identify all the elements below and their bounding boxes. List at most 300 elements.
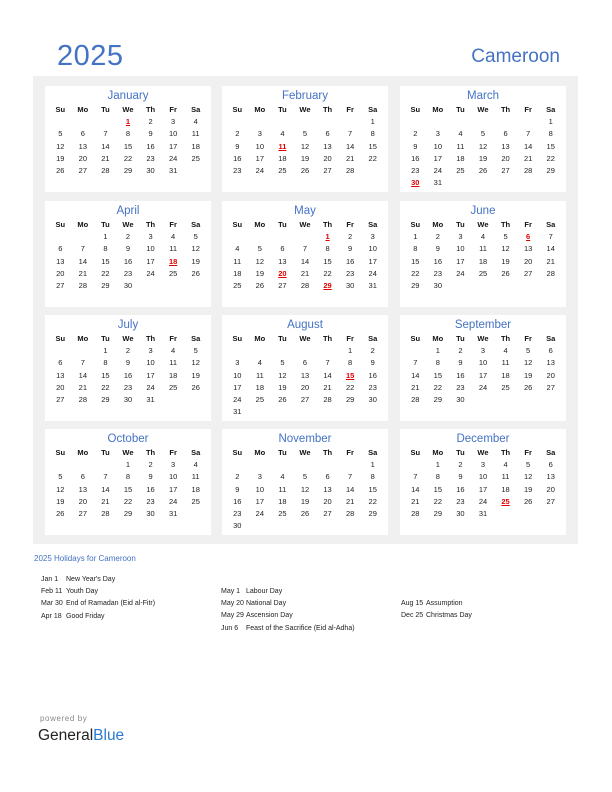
day-cell: 10 (168, 472, 178, 482)
day-cell: 22 (368, 496, 377, 506)
empty-cell (494, 116, 517, 128)
day-cell: 17 (478, 370, 488, 380)
weekday-header: Th (500, 334, 511, 343)
day-grid (400, 446, 566, 520)
day-cell: 16 (411, 153, 420, 163)
holiday-row (221, 598, 355, 610)
day-cell: 15 (368, 484, 377, 494)
day-cell: 23 (456, 382, 465, 392)
day-cell: 8 (435, 472, 440, 482)
weekday-header: Su (410, 105, 421, 114)
weekday-header: Tu (101, 105, 110, 114)
month-june (400, 201, 566, 307)
day-cell: 29 (345, 395, 355, 405)
holiday-row (41, 598, 155, 610)
weekday-header: Mo (432, 220, 444, 229)
day-cell: 10 (255, 141, 265, 151)
empty-cell (249, 459, 272, 471)
day-cell: 20 (501, 153, 510, 163)
day-cell: 9 (348, 244, 353, 254)
day-cell: 7 (325, 358, 330, 368)
holiday-row (221, 623, 355, 635)
country-title: Cameroon (471, 46, 560, 67)
day-cell: 21 (345, 496, 355, 506)
month-february (222, 86, 388, 192)
day-cell: 15 (411, 256, 420, 266)
day-cell: 11 (479, 244, 487, 254)
holiday-day-cell: 18 (168, 256, 178, 266)
weekday-header: Th (145, 448, 156, 457)
day-cell: 31 (233, 407, 242, 417)
weekday-header: We (122, 105, 134, 114)
day-cell: 30 (146, 509, 155, 519)
day-cell: 23 (233, 166, 242, 176)
day-cell: 19 (478, 153, 488, 163)
empty-cell (94, 459, 117, 471)
empty-cell (316, 345, 339, 357)
weekday-header: We (299, 448, 311, 457)
day-cell: 30 (233, 521, 242, 531)
day-cell: 2 (458, 460, 463, 469)
day-cell: 19 (523, 370, 533, 380)
holiday-row (41, 586, 155, 598)
day-cell: 6 (325, 472, 330, 482)
day-cell: 2 (148, 117, 153, 126)
day-cell: 21 (546, 256, 555, 266)
day-cell: 26 (56, 166, 65, 176)
empty-cell (271, 459, 294, 471)
weekday-header: We (477, 448, 489, 457)
day-cell: 11 (233, 256, 242, 266)
weekday-header: Mo (254, 220, 266, 229)
day-cell: 13 (523, 244, 533, 254)
day-cell: 8 (435, 358, 440, 368)
day-cell: 4 (235, 244, 240, 254)
month-name: November (278, 433, 332, 445)
day-cell: 10 (478, 358, 488, 368)
day-cell: 15 (123, 141, 133, 151)
month-september (400, 315, 566, 421)
day-cell: 18 (255, 382, 265, 392)
weekday-header: We (299, 105, 311, 114)
holiday-name: New Year's Day (66, 576, 116, 583)
empty-cell (339, 116, 362, 128)
holiday-name: Ascension Day (246, 612, 293, 620)
month-name: December (456, 433, 510, 445)
day-cell: 20 (78, 496, 88, 506)
weekday-header: Sa (546, 105, 556, 114)
weekday-header: Th (500, 220, 511, 229)
day-cell: 14 (411, 484, 420, 494)
day-cell: 24 (433, 166, 443, 176)
day-cell: 14 (345, 141, 355, 151)
day-cell: 30 (123, 281, 133, 291)
day-cell: 16 (123, 256, 133, 266)
day-cell: 13 (78, 484, 88, 494)
day-cell: 6 (58, 244, 63, 254)
day-cell: 21 (411, 496, 420, 506)
weekday-header: Fr (346, 220, 354, 229)
day-cell: 12 (300, 484, 310, 494)
month-april (45, 201, 211, 307)
day-cell: 5 (193, 346, 198, 355)
day-cell: 16 (233, 496, 242, 506)
day-cell: 14 (78, 370, 88, 380)
day-cell: 6 (325, 129, 330, 139)
day-cell: 5 (193, 232, 198, 241)
day-cell: 19 (191, 370, 200, 380)
empty-cell (316, 116, 339, 128)
day-cell: 25 (478, 268, 488, 278)
day-cell: 14 (78, 256, 88, 266)
weekday-header: Tu (278, 334, 287, 343)
holiday-row (221, 610, 355, 622)
day-cell: 27 (546, 382, 555, 392)
month-january (45, 86, 211, 192)
day-cell: 7 (526, 129, 531, 139)
day-cell: 10 (168, 129, 178, 139)
day-grid (400, 218, 566, 292)
day-cell: 5 (480, 129, 486, 139)
day-cell: 7 (348, 129, 353, 139)
day-cell: 3 (480, 346, 486, 355)
day-cell: 2 (235, 472, 240, 482)
day-cell: 9 (413, 141, 418, 151)
day-cell: 30 (123, 395, 133, 405)
month-name: August (287, 319, 323, 331)
day-cell: 12 (501, 244, 510, 254)
day-cell: 4 (503, 346, 508, 355)
day-cell: 25 (168, 382, 178, 392)
empty-cell (49, 345, 72, 357)
holiday-day-cell: 25 (501, 496, 510, 506)
holiday-date: May 29 (221, 612, 244, 620)
day-cell: 20 (546, 484, 555, 494)
month-name: June (470, 205, 496, 217)
day-cell: 29 (546, 166, 555, 176)
day-cell: 13 (56, 370, 65, 380)
empty-cell (404, 459, 427, 471)
holiday-day-cell: 1 (125, 117, 131, 126)
day-cell: 21 (323, 382, 332, 392)
weekday-header: Su (410, 220, 421, 229)
day-cell: 15 (433, 484, 443, 494)
holiday-day-cell: 11 (278, 141, 287, 151)
calendar-panel (33, 76, 578, 544)
weekday-header: Fr (524, 220, 532, 229)
holiday-column (401, 598, 472, 622)
day-cell: 28 (546, 268, 555, 278)
weekday-header: Mo (254, 105, 266, 114)
weekday-header: Su (55, 105, 66, 114)
day-cell: 20 (546, 370, 555, 380)
day-cell: 1 (370, 117, 375, 126)
day-cell: 28 (78, 281, 88, 291)
weekday-header: Fr (169, 220, 177, 229)
weekday-header: Mo (432, 334, 444, 343)
empty-cell (427, 116, 450, 128)
weekday-header: Fr (346, 334, 354, 343)
day-cell: 25 (191, 496, 200, 506)
weekday-header: Su (232, 105, 243, 114)
day-grid (400, 332, 566, 406)
day-cell: 5 (503, 232, 508, 241)
weekday-header: Sa (368, 448, 378, 457)
day-cell: 12 (255, 256, 265, 266)
day-cell: 4 (280, 472, 285, 482)
day-cell: 15 (546, 141, 555, 151)
day-cell: 25 (278, 509, 287, 519)
day-cell: 16 (456, 484, 465, 494)
weekday-header: Mo (77, 334, 89, 343)
day-cell: 27 (323, 509, 332, 519)
day-cell: 7 (103, 472, 108, 482)
day-cell: 7 (413, 472, 418, 482)
empty-cell (449, 116, 472, 128)
day-cell: 10 (255, 484, 265, 494)
day-cell: 7 (302, 244, 308, 254)
day-cell: 22 (101, 268, 110, 278)
weekday-header: Tu (101, 334, 110, 343)
day-cell: 23 (433, 268, 443, 278)
day-cell: 16 (456, 370, 465, 380)
day-cell: 25 (456, 166, 465, 176)
day-cell: 30 (146, 166, 155, 176)
day-cell: 11 (191, 129, 200, 139)
day-cell: 14 (323, 370, 332, 380)
weekday-header: We (299, 334, 311, 343)
day-cell: 16 (368, 370, 377, 380)
holiday-day-cell: 29 (323, 281, 332, 291)
day-cell: 11 (456, 141, 465, 151)
day-cell: 20 (323, 496, 332, 506)
holiday-name: Christmas Day (426, 612, 472, 620)
day-grid (222, 446, 388, 533)
weekday-header: Fr (346, 448, 354, 457)
day-cell: 8 (370, 472, 375, 482)
day-cell: 23 (411, 166, 420, 176)
day-cell: 8 (103, 358, 108, 368)
day-cell: 27 (56, 281, 65, 291)
holiday-date: Mar 30 (41, 600, 63, 608)
day-cell: 25 (501, 382, 510, 392)
empty-cell (316, 459, 339, 471)
day-cell: 8 (370, 129, 375, 139)
day-cell: 29 (411, 281, 420, 291)
day-cell: 28 (411, 395, 420, 405)
empty-cell (49, 231, 72, 243)
day-cell: 19 (300, 153, 310, 163)
day-cell: 15 (433, 370, 443, 380)
day-cell: 23 (146, 496, 155, 506)
day-cell: 2 (413, 129, 418, 139)
month-name: March (467, 90, 499, 102)
weekday-header: Tu (278, 448, 287, 457)
day-cell: 5 (526, 346, 531, 355)
day-cell: 29 (101, 281, 110, 291)
day-cell: 3 (435, 129, 440, 139)
weekday-header: Fr (169, 448, 177, 457)
day-cell: 19 (523, 484, 533, 494)
day-cell: 9 (125, 358, 131, 368)
weekday-header: Sa (546, 448, 556, 457)
weekday-header: Sa (368, 334, 378, 343)
holiday-row (41, 574, 155, 586)
holiday-day-cell: 20 (278, 268, 287, 278)
day-cell: 19 (300, 496, 310, 506)
day-cell: 20 (56, 382, 65, 392)
day-cell: 10 (433, 141, 443, 151)
month-november (222, 429, 388, 535)
day-cell: 30 (345, 281, 355, 291)
holiday-day-cell: 30 (411, 178, 420, 188)
day-cell: 5 (257, 244, 262, 254)
day-cell: 7 (348, 472, 353, 482)
day-cell: 17 (368, 256, 377, 266)
day-cell: 29 (433, 509, 443, 519)
generalblue-logo[interactable] (38, 727, 124, 745)
day-cell: 13 (278, 256, 287, 266)
day-cell: 15 (323, 256, 332, 266)
holiday-name: Youth Day (66, 588, 99, 596)
day-cell: 25 (255, 395, 265, 405)
weekday-header: We (477, 220, 489, 229)
day-cell: 20 (78, 153, 88, 163)
day-cell: 26 (523, 496, 533, 506)
day-cell: 9 (370, 358, 375, 368)
day-cell: 3 (480, 460, 486, 469)
weekday-header: We (477, 334, 489, 343)
empty-cell (271, 231, 294, 243)
day-cell: 20 (323, 153, 332, 163)
month-may (222, 201, 388, 307)
day-cell: 3 (171, 117, 176, 126)
day-cell: 15 (101, 370, 110, 380)
day-grid (222, 103, 388, 177)
empty-cell (294, 459, 317, 471)
weekday-header: Mo (432, 448, 444, 457)
day-cell: 24 (168, 153, 178, 163)
weekday-header: Mo (254, 334, 266, 343)
empty-cell (72, 116, 95, 128)
day-cell: 20 (56, 268, 65, 278)
day-cell: 3 (148, 232, 153, 241)
day-cell: 8 (125, 472, 131, 482)
day-cell: 30 (456, 395, 465, 405)
day-cell: 13 (546, 358, 555, 368)
day-cell: 24 (146, 268, 155, 278)
month-october (45, 429, 211, 535)
day-cell: 21 (411, 382, 420, 392)
day-cell: 10 (368, 244, 377, 254)
day-cell: 10 (233, 370, 242, 380)
weekday-header: Mo (432, 105, 444, 114)
day-cell: 30 (368, 395, 377, 405)
holidays-section-title: 2025 Holidays for Cameroon (34, 554, 136, 563)
day-cell: 15 (101, 256, 110, 266)
day-cell: 7 (548, 232, 553, 241)
day-cell: 1 (103, 346, 108, 355)
holiday-row (401, 598, 472, 610)
day-cell: 26 (56, 509, 65, 519)
day-cell: 18 (478, 256, 488, 266)
day-cell: 11 (278, 484, 287, 494)
day-cell: 12 (278, 370, 287, 380)
month-name: September (454, 319, 512, 331)
day-cell: 5 (58, 129, 63, 139)
empty-cell (249, 231, 272, 243)
day-cell: 26 (300, 509, 310, 519)
day-cell: 16 (123, 370, 133, 380)
day-grid (222, 218, 388, 292)
holiday-row (221, 586, 355, 598)
day-cell: 26 (278, 395, 287, 405)
day-cell: 6 (302, 358, 308, 368)
empty-cell (72, 459, 95, 471)
weekday-header: Th (322, 105, 333, 114)
holiday-day-cell: 1 (325, 232, 330, 241)
weekday-header: Fr (524, 334, 532, 343)
weekday-header: Sa (368, 220, 378, 229)
weekday-header: Tu (456, 448, 465, 457)
day-cell: 8 (125, 129, 131, 139)
day-grid (45, 218, 211, 292)
empty-cell (271, 116, 294, 128)
day-cell: 27 (501, 166, 510, 176)
day-cell: 27 (78, 509, 88, 519)
weekday-header: Tu (456, 220, 465, 229)
holiday-day-cell: 15 (345, 370, 355, 380)
day-cell: 1 (103, 232, 108, 241)
day-cell: 19 (255, 268, 265, 278)
weekday-header: Tu (101, 220, 110, 229)
day-cell: 5 (302, 129, 308, 139)
day-cell: 27 (78, 166, 88, 176)
day-cell: 3 (148, 346, 153, 355)
day-cell: 14 (546, 244, 555, 254)
day-cell: 18 (278, 496, 287, 506)
weekday-header: Fr (346, 105, 354, 114)
day-cell: 4 (503, 460, 508, 469)
day-cell: 7 (103, 129, 108, 139)
day-cell: 28 (300, 281, 310, 291)
weekday-header: Th (145, 105, 156, 114)
day-cell: 4 (193, 460, 198, 469)
empty-cell (249, 116, 272, 128)
empty-cell (226, 459, 249, 471)
day-cell: 1 (125, 460, 131, 469)
day-cell: 8 (103, 244, 108, 254)
empty-cell (249, 345, 272, 357)
day-cell: 23 (123, 382, 133, 392)
weekday-header: Tu (278, 105, 287, 114)
day-cell: 9 (148, 472, 153, 482)
weekday-header: Fr (524, 448, 532, 457)
day-cell: 18 (456, 153, 465, 163)
holiday-date: Jan 1 (41, 576, 59, 583)
weekday-header: Th (145, 220, 156, 229)
day-cell: 28 (411, 509, 420, 519)
day-cell: 19 (56, 153, 65, 163)
day-cell: 26 (191, 268, 200, 278)
day-cell: 31 (146, 395, 155, 405)
day-cell: 2 (370, 346, 375, 355)
empty-cell (294, 345, 317, 357)
day-cell: 2 (235, 129, 240, 139)
day-cell: 13 (546, 472, 555, 482)
day-cell: 23 (345, 268, 355, 278)
month-name: February (281, 90, 329, 102)
